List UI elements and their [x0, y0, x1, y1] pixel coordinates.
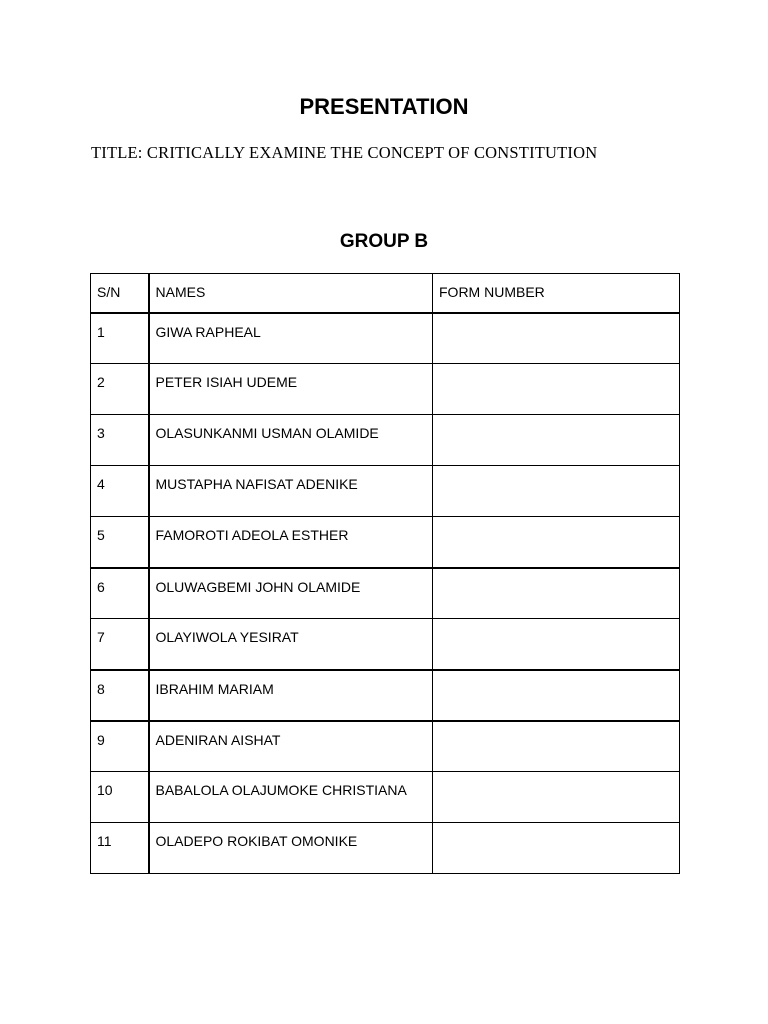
name-cell: OLASUNKANMI USMAN OLAMIDE — [149, 415, 433, 466]
form-number-cell — [433, 517, 680, 568]
table-row — [91, 313, 680, 364]
serial-number-cell: 6 — [91, 568, 149, 619]
table-row — [91, 517, 680, 568]
name-cell: IBRAHIM MARIAM — [149, 670, 433, 721]
form-number-cell — [433, 619, 680, 670]
table-row — [91, 619, 680, 670]
form-number-cell — [433, 466, 680, 517]
group-members-table — [90, 273, 680, 874]
serial-number-cell: 11 — [91, 823, 149, 874]
presentation-topic: TITLE: CRITICALLY EXAMINE THE CONCEPT OF CONSTITUTION — [91, 143, 598, 162]
name-cell: BABALOLA OLAJUMOKE CHRISTIANA — [149, 772, 433, 823]
name-cell: OLUWAGBEMI JOHN OLAMIDE — [149, 568, 433, 619]
table-row — [91, 823, 680, 874]
name-cell: FAMOROTI ADEOLA ESTHER — [149, 517, 433, 568]
table-row — [91, 364, 680, 415]
table-row — [91, 415, 680, 466]
table-row — [91, 670, 680, 721]
serial-number-cell: 7 — [91, 619, 149, 670]
table-row — [91, 466, 680, 517]
table-row — [91, 568, 680, 619]
form-number-cell — [433, 568, 680, 619]
column-header-sn: S/N — [91, 274, 149, 313]
serial-number-cell: 8 — [91, 670, 149, 721]
form-number-cell — [433, 364, 680, 415]
name-cell: MUSTAPHA NAFISAT ADENIKE — [149, 466, 433, 517]
form-number-cell — [433, 772, 680, 823]
serial-number-cell: 2 — [91, 364, 149, 415]
table-header-row — [91, 274, 680, 313]
name-cell: GIWA RAPHEAL — [149, 313, 433, 364]
serial-number-cell: 10 — [91, 772, 149, 823]
form-number-cell — [433, 415, 680, 466]
form-number-cell — [433, 721, 680, 772]
serial-number-cell: 5 — [91, 517, 149, 568]
serial-number-cell: 4 — [91, 466, 149, 517]
column-header-names: NAMES — [149, 274, 433, 313]
serial-number-cell: 9 — [91, 721, 149, 772]
form-number-cell — [433, 823, 680, 874]
name-cell: OLAYIWOLA YESIRAT — [149, 619, 433, 670]
name-cell: ADENIRAN AISHAT — [149, 721, 433, 772]
form-number-cell — [433, 670, 680, 721]
document-title: PRESENTATION — [299, 94, 469, 119]
serial-number-cell: 1 — [91, 313, 149, 364]
table-row — [91, 772, 680, 823]
group-heading: GROUP B — [339, 231, 429, 252]
column-header-form-number: FORM NUMBER — [433, 274, 680, 313]
form-number-cell — [433, 313, 680, 364]
table-row — [91, 721, 680, 772]
serial-number-cell: 3 — [91, 415, 149, 466]
name-cell: PETER ISIAH UDEME — [149, 364, 433, 415]
name-cell: OLADEPO ROKIBAT OMONIKE — [149, 823, 433, 874]
